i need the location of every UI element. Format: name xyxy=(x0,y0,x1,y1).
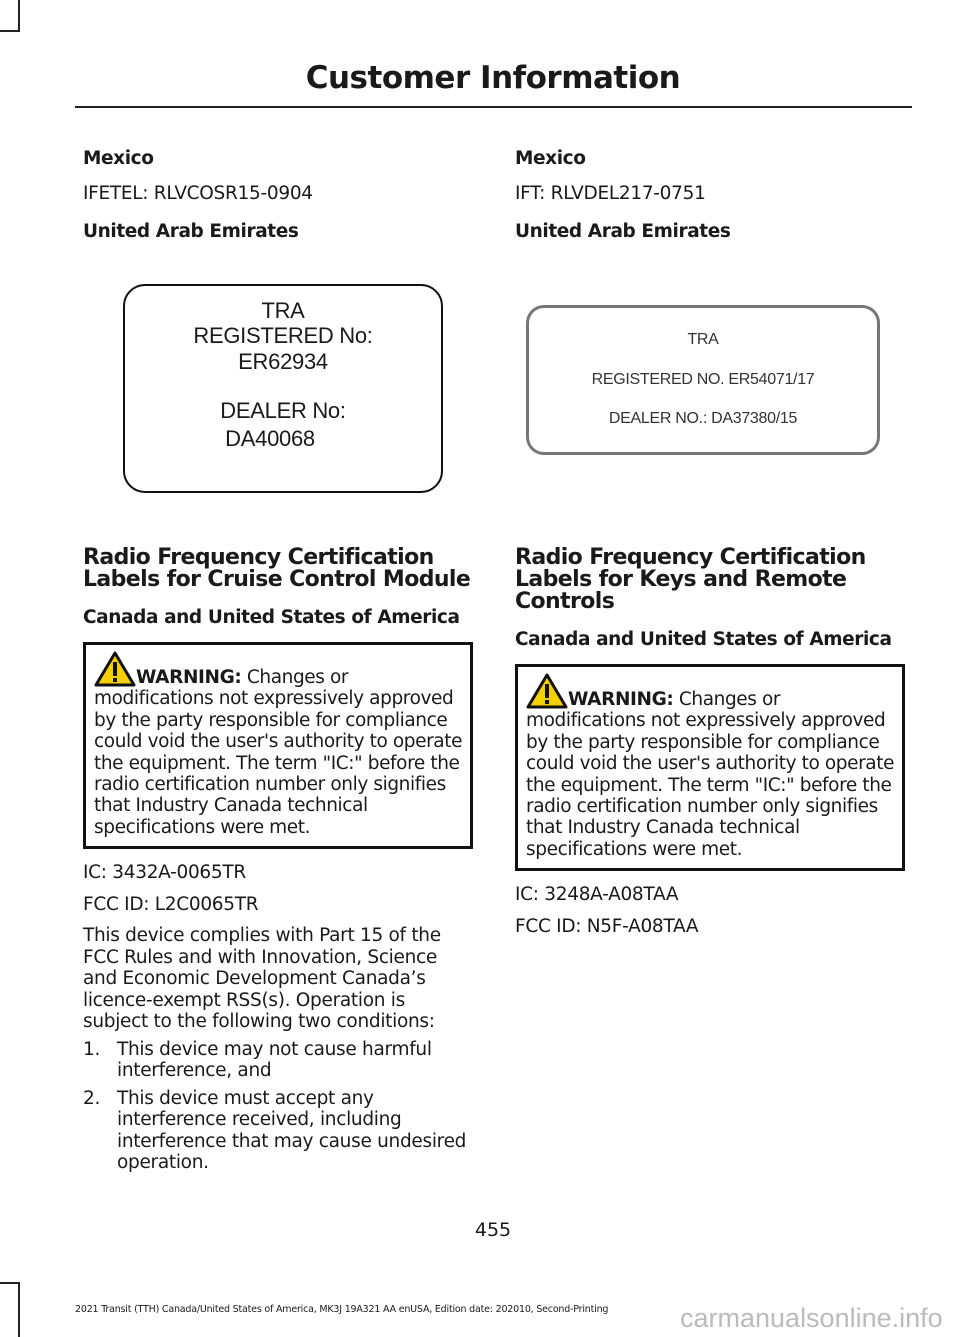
header-rule xyxy=(75,106,912,108)
conditions-list xyxy=(83,1039,475,1174)
mexico-heading: Mexico xyxy=(83,148,154,169)
crop-mark xyxy=(0,0,20,32)
fcc-id: FCC ID: L2C0065TR xyxy=(83,893,259,915)
crop-mark xyxy=(0,1282,20,1337)
warning-box xyxy=(515,664,905,871)
label-line: REGISTERED No: xyxy=(193,323,373,348)
mexico-text: IFETEL: RLVCOSR15-0904 xyxy=(83,182,313,204)
sub-heading: Canada and United States of America xyxy=(83,606,460,628)
warning-icon xyxy=(94,651,136,687)
right-column xyxy=(515,148,907,937)
page-number: 455 xyxy=(474,1219,512,1241)
list-text: This device may not cause harmful interference, and xyxy=(117,1038,432,1082)
edition-footer: 2021 Transit (TTH) Canada/United States of America, MK3J 19A321 AA enUSA, Edition date: 202010, Second-Printing xyxy=(75,1304,609,1315)
tra-label-image xyxy=(123,284,443,493)
label-line: DA40068 xyxy=(225,425,315,451)
label-line: REGISTERED NO. ER54071/17 xyxy=(591,370,815,388)
section-title: Radio Frequency Certification Labels for Cruise Control Module xyxy=(83,544,471,592)
warning-text: Changes or modifications not expressively approved by the party responsible for compliance could void the user's authority to operate the equipment. The term "IC:" before the radio certification number only signifies that Industry Canada technical specifications were met. xyxy=(526,689,895,860)
label-line: TRA xyxy=(687,331,719,349)
tra-label-image xyxy=(526,305,880,455)
list-item xyxy=(83,1039,475,1082)
section-title: Radio Frequency Certification Labels for Keys and Remote Controls xyxy=(515,544,866,614)
fcc-id: FCC ID: N5F-A08TAA xyxy=(515,915,699,937)
list-item xyxy=(83,1088,475,1174)
warning-label: WARNING: xyxy=(568,689,674,710)
ic-number: IC: 3432A-0065TR xyxy=(83,862,246,884)
sub-heading: Canada and United States of America xyxy=(515,628,892,650)
list-text: This device must accept any interference received, including interference that may cause undesired operation. xyxy=(117,1087,467,1174)
warning-icon xyxy=(526,673,568,709)
uae-heading: United Arab Emirates xyxy=(83,221,299,242)
left-column xyxy=(83,148,475,1174)
mexico-text: IFT: RLVDEL217-0751 xyxy=(515,182,706,204)
watermark: carmanualsonline.info xyxy=(680,1303,943,1333)
page-title: Customer Information xyxy=(305,60,681,96)
list-number: 2. xyxy=(83,1087,101,1109)
label-line: DEALER No: xyxy=(220,398,346,423)
warning-text: Changes or modifications not expressively approved by the party responsible for compliance could void the user's authority to operate the equipment. The term "IC:" before the radio certification number only signifies that Industry Canada technical specifications were met. xyxy=(94,667,463,838)
label-line: TRA xyxy=(261,297,305,323)
warning-box xyxy=(83,642,473,849)
ic-number: IC: 3248A-A08TAA xyxy=(515,884,679,906)
list-number: 1. xyxy=(83,1038,101,1060)
label-line: ER62934 xyxy=(238,348,328,374)
warning-label: WARNING: xyxy=(136,667,242,688)
uae-heading: United Arab Emirates xyxy=(515,221,731,242)
compliance-text: This device complies with Part 15 of the FCC Rules and with Innovation, Science and Economic Development Canada’s licence-exempt RSS(s). Operation is subject to the following two conditions: xyxy=(83,925,441,1033)
label-line: DEALER NO.: DA37380/15 xyxy=(608,410,798,428)
mexico-heading: Mexico xyxy=(515,148,586,169)
